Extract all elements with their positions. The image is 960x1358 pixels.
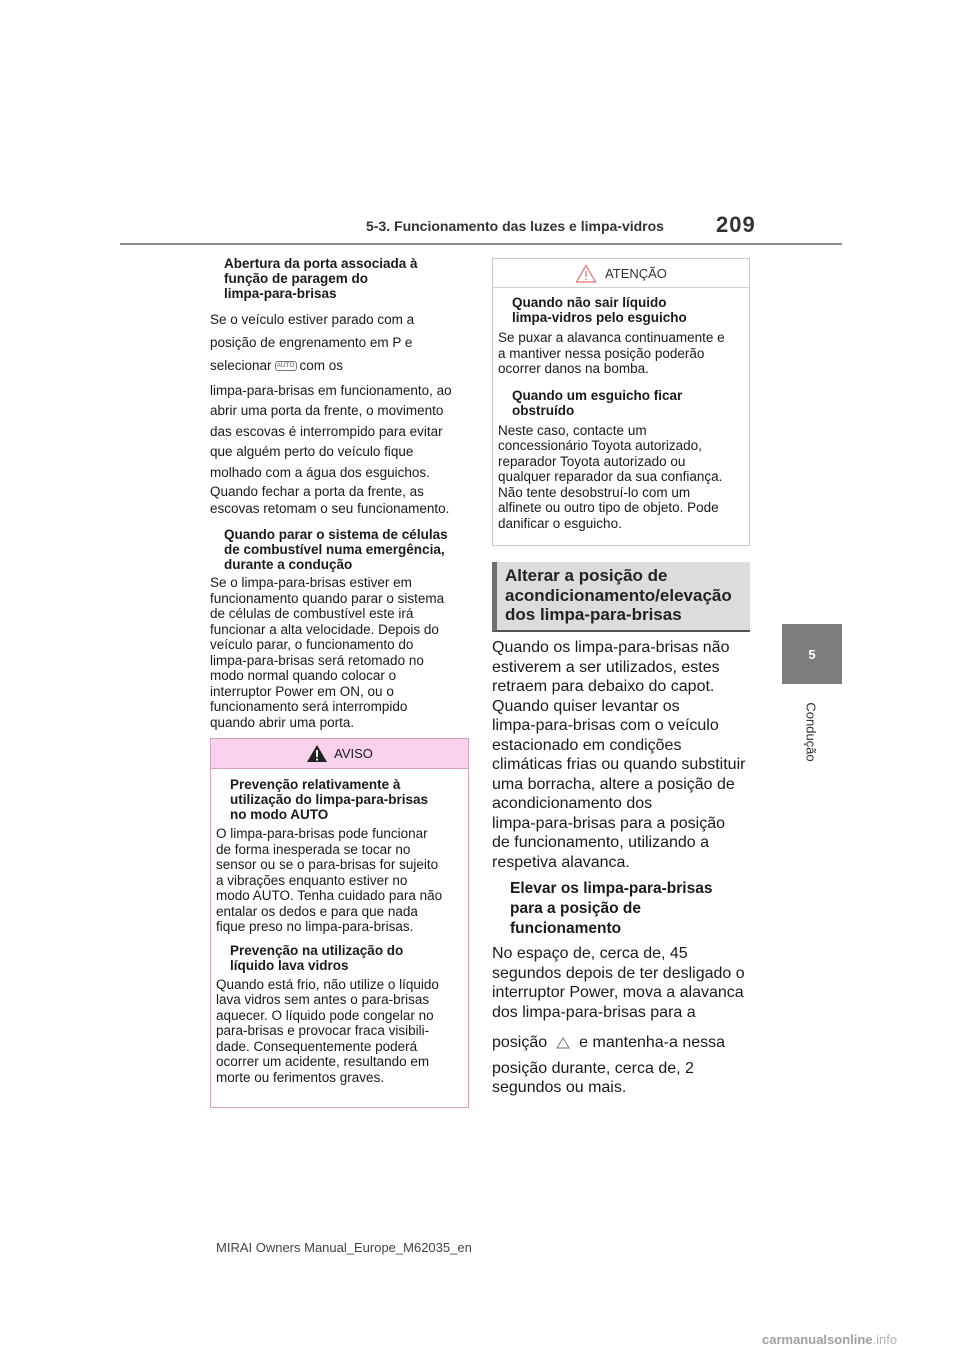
atencao-heading-no-fluid: Quando não sair líquido limpa-vidros pelo esguicho — [512, 295, 687, 325]
section-heading-box — [492, 562, 750, 632]
section-title-line: acondicionamento/elevação — [505, 585, 732, 605]
manual-footer: MIRAI Owners Manual_Europe_M62035_en — [216, 1240, 472, 1255]
chapter-name — [786, 694, 836, 770]
raise-wipers-body: No espaço de, cerca de, 45 segundos depois de ter desligado o interruptor Power, mova a alavanca dos limpa-para-brisas para a posição e mantenha-a nessa posição durante, cerca de, 2 segundos ou mais. — [492, 945, 745, 1096]
chapter-number: 5 — [808, 646, 816, 662]
left-column — [210, 256, 472, 730]
section-title-line: dos limpa-para-brisas — [505, 605, 682, 624]
aviso-title-bar — [211, 739, 468, 769]
atencao-body-clogged: Neste caso, contacte um concessionário Toyota autorizado, reparador Toyota autorizado ou qualquer reparador da sua confiança. Não tente desobstruí-lo com um alfinete ou outro tipo de objeto. Pode danificar o esguicho. — [498, 422, 723, 531]
warning-triangle-icon — [306, 744, 328, 763]
door-stop-heading: Abertura da porta associada à função de paragem do limpa-para-brisas — [224, 256, 418, 301]
aviso-title: AVISO — [334, 746, 373, 761]
right-column-body — [492, 638, 754, 1098]
header-divider — [120, 243, 842, 245]
auto-symbol-icon: AUTO — [275, 361, 297, 371]
page-number: 209 — [716, 212, 756, 237]
fuel-cell-body: Se o limpa-para-brisas estiver em funcionamento quando parar o sistema de células de combustível este irá funcionar a alta velocidade. Depois do veículo parar, o funcionamento do limpa-para-brisas será retomado no modo normal quando colocar o interruptor Power em ON, ou o funcionamento será interrompido quando abrir uma porta. — [210, 575, 445, 730]
raise-wipers-heading: Elevar os limpa-para-brisas para a posição de funcionamento — [510, 880, 713, 937]
chapter-name-label: Condução — [803, 702, 819, 762]
atencao-caution-box — [492, 258, 750, 546]
aviso-warning-box — [210, 738, 469, 1108]
door-stop-body: Se o veículo estiver parado com a posição de engrenamento em P e selecionar AUTO com os limpa-para-brisas em funcionamento, ao abrir uma porta da frente, o movimento das escovas é interrompido para evitar que alguém perto do veículo fique molhado com a água dos esguichos. Quando fechar a porta da frente, as escovas retomam o seu funcionamento. — [210, 312, 452, 516]
aviso-body-auto-mode: O limpa-para-brisas pode funcionar de forma inesperada se tocar no sensor ou se o para-brisas for sujeito a vibrações enquanto estiver no modo AUTO. Tenha cuidado para não entalar os dedos e para que nada fique preso no limpa-para-brisas. — [216, 826, 443, 934]
atencao-title-bar — [493, 259, 749, 288]
chapter-tab[interactable] — [782, 624, 842, 684]
caution-triangle-icon — [575, 264, 597, 283]
section-body: Quando os limpa-para-brisas não estiverem a ser utilizados, estes retraem para debaixo do capot. Quando quiser levantar os limpa-para-brisas com o veículo estacionado em condições climáticas frias ou quando substituir uma borracha, altere a posição de acondicionamento dos limpa-para-brisas para a posição de funcionamento, utilizando a respetiva alavanca. — [492, 639, 746, 871]
atencao-heading-clogged: Quando um esguicho ficar obstruído — [512, 387, 683, 418]
watermark: carmanualsonline.info — [762, 1332, 898, 1347]
section-title-line: Alterar a posição de — [505, 566, 668, 585]
lever-up-triangle-icon — [553, 1036, 573, 1050]
fuel-cell-heading: Quando parar o sistema de células de combustível numa emergência, durante a condução — [224, 527, 448, 572]
aviso-heading-washer-fluid: Prevenção na utilização do líquido lava vidros — [230, 942, 404, 973]
atencao-body-no-fluid: Se puxar a alavanca continuamente e a mantiver nessa posição poderão ocorrer danos na bomba. — [498, 330, 725, 376]
aviso-body-washer-fluid: Quando está frio, não utilize o líquido lava vidros sem antes o para-brisas aquecer. O líquido pode congelar no para-brisas e provocar fraca visibili- dade. Consequentemente poderá ocorrer um acidente, resultando em morte ou ferimentos graves. — [216, 976, 439, 1085]
atencao-title: ATENÇÃO — [605, 265, 667, 281]
aviso-heading-auto-mode: Prevenção relativamente à utilização do limpa-para-brisas no modo AUTO — [230, 777, 429, 822]
section-header: 5-3. Funcionamento das luzes e limpa-vidros — [366, 218, 664, 234]
